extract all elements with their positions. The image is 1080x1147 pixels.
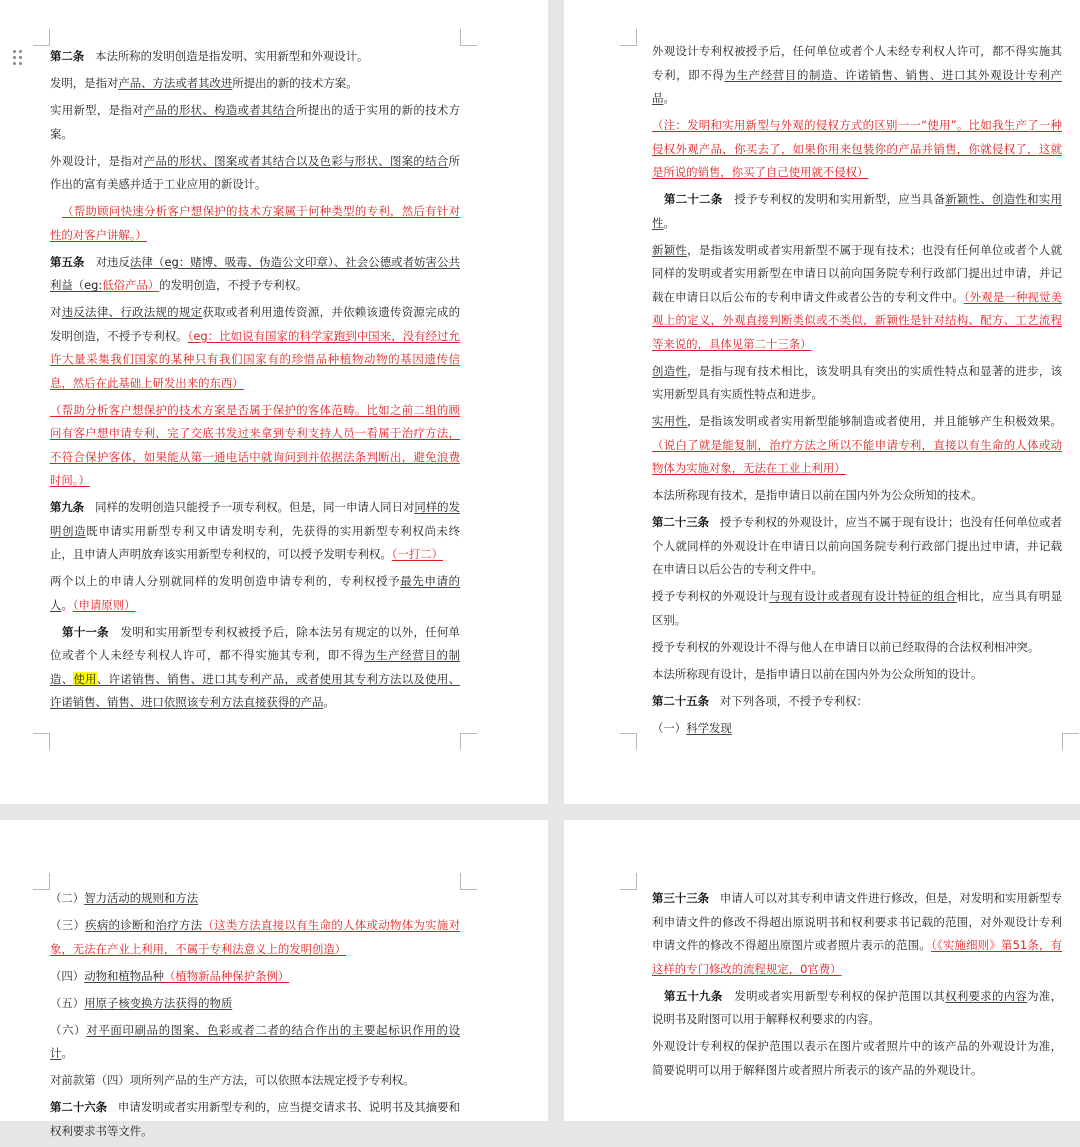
- design-infringement-clause: 外观设计专利权被授予后，任何单位或者个人未经专利权人许可，都不得实施其专利，即不得为生产经营目的制造、许诺销售、销售、进口其外观设计专利产品。: [652, 44, 1062, 105]
- article-heading: 第二条: [50, 49, 85, 63]
- exclusion-item: （一）科学发现: [652, 720, 732, 735]
- red-note: （注：发明和实用新型与外观的侵权方式的区别一一“使用”。比如我生产了一种侵权外观产品，你买去了，如果你用来包装你的产品并销售，你就侵权了，这就是所说的销售，你买了自己使用就不侵权）: [652, 118, 1062, 179]
- prior-art-definition: 本法所称现有技术，是指申请日以前在国内外为公众所知的技术。: [652, 488, 983, 502]
- production-method-clause: 对前款第（四）项所列产品的生产方法，可以依照本法规定授予专利权。: [50, 1073, 415, 1087]
- article-heading: 第九条: [50, 500, 85, 514]
- practicality-definition: 实用性，是指该发明或者实用新型能够制造或者使用，并且能够产生积极效果。（说白了就是能复制，治疗方法之所以不能申请专利，直接以有生命的人体或动物体为实施对象，无法在工业上利用）: [652, 414, 1062, 475]
- exclusion-item: （五）用原子核变换方法获得的物质: [50, 995, 233, 1010]
- design-distinctiveness-clause: 授予专利权的外观设计与现有设计或者现有设计特征的组合相比，应当具有明显区别。: [652, 589, 1062, 627]
- article-11: 第十一条 发明和实用新型专利权被授予后，除本法另有规定的以外，任何单位或者个人未经专利权人许可，都不得实施其专利，即不得为生产经营目的制造、使用、许诺销售、销售、进口其专利产品，或者使用其专利方法以及使用、许诺销售、销售、进口依照该专利方法直接获得的产品。: [50, 624, 460, 709]
- exclusion-item: （三）疾病的诊断和治疗方法（这类方法直接以有生命的人体或动物体为实施对象，无法在产业上利用，不属于专利法意义上的发明创造）: [50, 918, 460, 956]
- novelty-definition: 新颖性，是指该发明或者实用新型不属于现有技术；也没有任何单位或者个人就同样的发明或者实用新型在申请日以前向国务院专利行政部门提出过申请，并记载在申请日以后公布的专利申请文件或者公告的专利文件中。（外观是一种视觉美观上的定义，外观直接判断类似或不类似，新颖性是针对结构、配方、工艺流程等来说的，具体见第二十三条）: [652, 242, 1062, 351]
- article-26: 第二十六条 申请发明或者实用新型专利的，应当提交请求书、说明书及其摘要和权利要求书等文件。: [50, 1100, 460, 1138]
- article-5: 第五条 对违反法律（eg：赌博、吸毒、伪造公文印章）、社会公德或者妨害公共利益（eg:低俗产品）的发明创造，不授予专利权。: [50, 254, 460, 292]
- drag-handle-icon[interactable]: [13, 50, 23, 66]
- prior-design-definition: 本法所称现有设计，是指申请日以前在国内外为公众所知的设计。: [652, 666, 983, 681]
- page-corner-mark: [33, 733, 50, 750]
- article-heading: 第二十二条: [664, 192, 723, 206]
- page-corner-mark: [1062, 733, 1079, 750]
- design-conflict-clause: 授予专利权的外观设计不得与他人在申请日以前已经取得的合法权利相冲突。: [652, 639, 1040, 654]
- exclusion-item: （四）动物和植物品种（植物新品种保护条例）: [50, 968, 290, 983]
- page-corner-mark: [460, 873, 477, 890]
- article-23: 第二十三条 授予专利权的外观设计，应当不属于现有设计；也没有任何单位或者个人就同样的外观设计在申请日以前向国务院专利行政部门提出过申请，并记载在申请日以后公告的专利文件中。: [652, 515, 1062, 576]
- definition-invention: 发明，是指对产品、方法或者其改进所提出的新的技术方案。: [50, 76, 358, 90]
- article-2: 第二条 本法所称的发明创造是指发明、实用新型和外观设计。: [50, 49, 369, 63]
- red-note: （帮助顾问快速分析客户想保护的技术方案属于何种类型的专利，然后有针对性的对客户讲解。）: [50, 204, 460, 242]
- article-heading: 第二十三条: [652, 515, 710, 529]
- article-33: 第三十三条 申请人可以对其专利申请文件进行修改，但是，对发明和实用新型专利申请文件的修改不得超出原说明书和权利要求书记载的范围，对外观设计专利申请文件的修改不得超出原图片或者照片表示的范围。（《实施细则》第51条，有这样的专门修改的流程规定，0官费）: [652, 891, 1062, 976]
- definition-utility-model: 实用新型，是指对产品的形状、构造或者其结合所提出的适于实用的新的技术方案。: [50, 103, 460, 141]
- article-heading: 第五十九条: [664, 988, 723, 1003]
- exclusion-item: （二）智力活动的规则和方法: [50, 891, 199, 905]
- red-note: （帮助分析客户想保护的技术方案是否属于保护的客体范畴。比如之前二组的顾问有客户想申请专利，完了交底书发过来拿到专利支持人员一看属于治疗方法，不符合保护客体，如果能从第一通电话中就询问到并依据法条判断出，避免浪费时间。）: [50, 402, 460, 487]
- page-2-text: [652, 40, 1062, 744]
- page-corner-mark: [460, 29, 477, 46]
- design-protection-scope: 外观设计专利权的保护范围以表示在图片或者照片中的该产品的外观设计为准，简要说明可以用于解释图片或者照片所表示的该产品的外观设计。: [652, 1039, 1062, 1077]
- article-heading: 第三十三条: [652, 891, 710, 905]
- article-9: 第九条 同样的发明创造只能授予一项专利权。但是，同一申请人同日对同样的发明创造既申请实用新型专利又申请发明专利，先获得的实用新型专利权尚未终止，且申请人声明放弃该实用新型专利权的，可以授予发明专利权。（一打二）: [50, 500, 460, 561]
- genetic-resources-clause: 对违反法律、行政法规的规定获取或者利用遗传资源，并依赖该遗传资源完成的发明创造，不授予专利权。（eg：比如说有国家的科学家跑到中国来，没有经过允许大量采集我们国家的某种只有我们国家有的珍惜品种植物动物的基因遗传信息，然后在此基础上研发出来的东西）: [50, 305, 460, 390]
- first-to-file-clause: 两个以上的申请人分别就同样的发明创造申请专利的，专利权授予最先申请的人。（申请原则）: [50, 574, 460, 612]
- page-corner-mark: [460, 733, 477, 750]
- article-heading: 第十一条: [62, 624, 109, 639]
- page-corner-mark: [620, 733, 637, 750]
- article-heading: 第二十六条: [50, 1100, 108, 1114]
- definition-design: 外观设计，是指对产品的形状、图案或者其结合以及色彩与形状、图案的结合所作出的富有美感并适于工业应用的新设计。: [50, 153, 460, 191]
- article-heading: 第二十五条: [652, 693, 709, 708]
- page-1: [0, 0, 548, 804]
- page-3-text: [50, 887, 460, 1147]
- inventiveness-definition: 创造性，是指与现有技术相比，该发明具有突出的实质性特点和显著的进步，该实用新型具有实质性特点和进步。: [652, 363, 1062, 401]
- page-4-text: [652, 887, 1062, 1086]
- page-corner-mark: [33, 873, 50, 890]
- article-59: 第五十九条 发明或者实用新型专利权的保护范围以其权利要求的内容为准，说明书及附图可以用于解释权利要求的内容。: [652, 988, 1062, 1026]
- page-2: [564, 0, 1080, 804]
- page-corner-mark: [33, 29, 50, 46]
- article-25: 第二十五条 对下列各项，不授予专利权：: [652, 693, 868, 708]
- page-corner-mark: [620, 29, 637, 46]
- exclusion-item: （六）对平面印刷品的图案、色彩或者二者的结合作出的主要起标识作用的设计。: [50, 1022, 460, 1060]
- page-corner-mark: [620, 873, 637, 890]
- article-heading: 第五条: [50, 254, 85, 269]
- article-22: 第二十二条 授予专利权的发明和实用新型，应当具备新颖性、创造性和实用性。: [652, 192, 1062, 230]
- highlighted-text: 使用: [73, 671, 97, 686]
- page-1-text: [50, 45, 460, 718]
